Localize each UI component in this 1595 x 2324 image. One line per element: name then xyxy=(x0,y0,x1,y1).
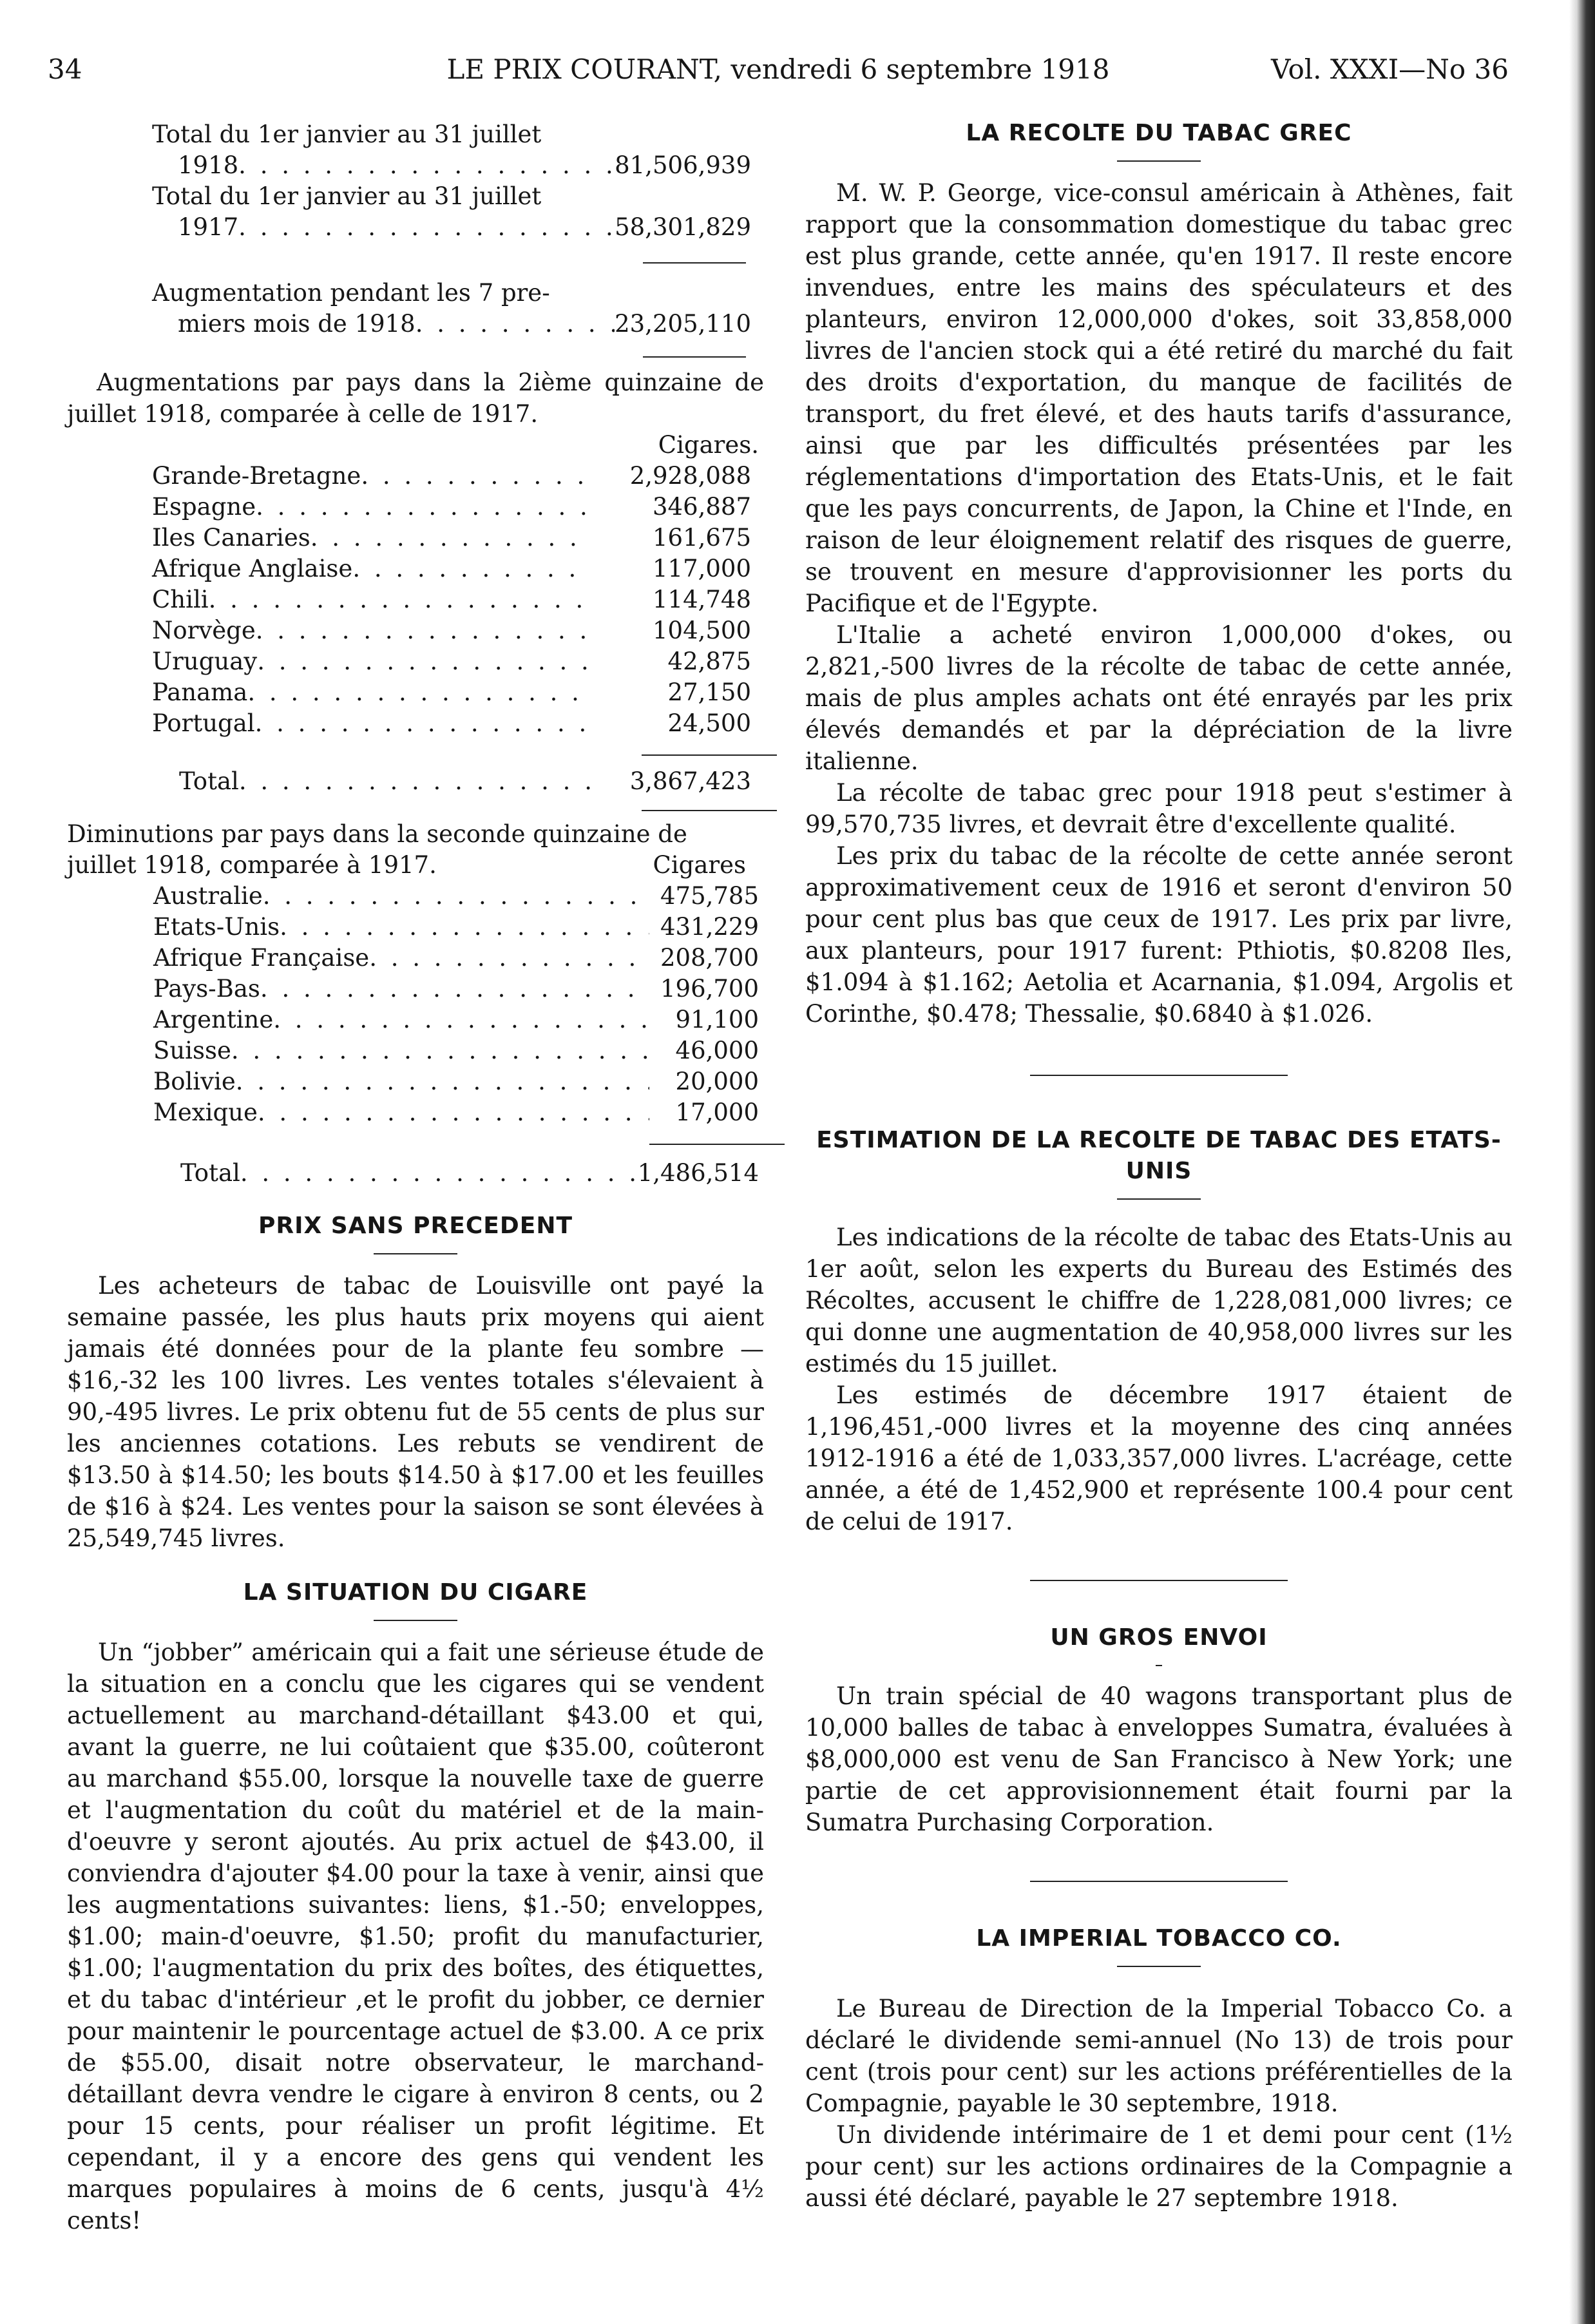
total-label: Total xyxy=(179,767,239,795)
table-row xyxy=(153,943,759,974)
article-paragraph: Le Bureau de Direction de la Imperial Tobacco Co. a déclaré le dividende semi-annuel (No 13) de trois pour cent (trois pour cent) sur les actions préférentielles de la Compagnie, payable le 30 septembre, 1918. xyxy=(805,1995,1513,2117)
total-value: 3,867,423 xyxy=(629,767,751,795)
table-row xyxy=(152,553,751,584)
totals-year-1918: 1918 xyxy=(178,151,239,179)
country-value: 91,100 xyxy=(675,1006,759,1033)
table-row xyxy=(153,1066,759,1097)
augmentations-intro: Augmentations par pays dans la 2ième quinzaine de juillet 1918, comparée à celle de 1917. xyxy=(67,369,764,428)
article-title-cigare: LA SITUATION DU CIGARE xyxy=(243,1579,588,1606)
article-paragraph: M. W. P. George, vice-consul américain à Athènes, fait rapport que la consommation domestique du tabac grec est plus grande, cette année, qu'en 1917. Il reste encore invendues, entre les mains des spéculateurs et des planteurs, environ 12,000,000 d'okes, soit 33,858,000 livres de l'ancien stock qui a été retiré du marché du fait des droits d'exportation, du manque de facilités de transport, du fret élevé, et des hauts tarifs d'assurance, ainsi que par les difficultés présentées par les réglementations d'importation des Etats-Unis, et le fait que les pays concurrents, de Japon, la Chine et l'Inde, en raison de leur éloignement relatif des risques de guerre, se trouvent en mesure d'approvisionner les ports du Pacifique et de l'Egypte. xyxy=(805,179,1513,617)
country-value: 114,748 xyxy=(652,586,751,613)
article-paragraph: L'Italie a acheté environ 1,000,000 d'okes, ou 2,821,-500 livres de la récolte de tabac de cette année, mais de plus amples achats ont été enrayés par les prix élevés demandés et par la dépréciation de la livre italienne. xyxy=(805,621,1513,775)
country-name: Etats-Unis xyxy=(153,913,280,941)
country-value: 161,675 xyxy=(652,524,751,552)
dot-leader xyxy=(257,646,590,677)
dot-leader xyxy=(273,1004,649,1035)
sum-rule xyxy=(642,754,777,756)
sum-rule xyxy=(643,262,746,264)
article-paragraph: Un dividende intérimaire de 1 et demi pour cent (1½ pour cent) sur les actions ordinaires de la Compagnie a aussi été déclaré, payable le 27 septembre 1918. xyxy=(805,2121,1513,2212)
country-value: 431,229 xyxy=(660,913,759,941)
country-name: Panama xyxy=(152,678,248,706)
table-row xyxy=(153,974,759,1004)
dot-leader xyxy=(369,943,649,974)
country-name: Iles Canaries xyxy=(152,524,310,552)
dot-leader xyxy=(263,881,649,912)
country-name: Uruguay xyxy=(152,648,258,675)
sum-rule xyxy=(643,356,746,358)
country-value: 27,150 xyxy=(667,678,751,706)
country-value: 42,875 xyxy=(667,648,751,675)
section-divider xyxy=(1030,1580,1288,1581)
augmentations-total-row xyxy=(179,766,751,797)
table-row xyxy=(152,523,751,553)
country-value: 208,700 xyxy=(660,944,759,972)
totals-line-1: Total du 1er janvier au 31 juillet xyxy=(152,120,542,148)
augmentations-table xyxy=(152,461,751,811)
totals-value-1917: 58,301,829 xyxy=(615,213,751,241)
article-title-grec: LA RECOLTE DU TABAC GREC xyxy=(966,120,1352,146)
right-column xyxy=(805,119,1513,2214)
country-name: Chili xyxy=(152,586,209,613)
dot-leader xyxy=(256,492,590,523)
country-value: 2,928,088 xyxy=(629,462,751,490)
country-value: 104,500 xyxy=(652,617,751,644)
table-row xyxy=(153,1035,759,1066)
totals-line-2: Total du 1er janvier au 31 juillet xyxy=(152,182,542,210)
page-number: 34 xyxy=(48,53,82,85)
dot-leader xyxy=(310,523,590,553)
country-name: Pays-Bas xyxy=(153,975,260,1003)
article-title-estimation: ESTIMATION DE LA RECOLTE DE TABAC DES ETATS-UNIS xyxy=(816,1127,1502,1184)
country-name: Espagne xyxy=(152,493,256,521)
title-rule xyxy=(374,1253,457,1254)
dot-leader xyxy=(260,974,649,1004)
country-name: Australie xyxy=(153,882,263,910)
dot-leader xyxy=(238,212,615,243)
article-title-envoi: UN GROS ENVOI xyxy=(1050,1624,1268,1651)
total-value: 1,486,514 xyxy=(637,1159,759,1187)
article-title-prix: PRIX SANS PRECEDENT xyxy=(258,1213,573,1239)
article-body-prix: Les acheteurs de tabac de Louisville ont payé la semaine passée, les plus hauts prix moyens qui aient jamais été données pour de la plante feu sombre — $16,-32 les 100 livres. Les ventes totales s'élevaient à 90,-495 livres. Le prix obtenu fut de 55 cents de plus sur les anciennes cotations. Les rebuts se vendirent de $13.50 à $14.50; les bouts $14.50 à $17.00 et les feuilles de $16 à $24. Les ventes pour la saison se sont élevées à 25,549,745 livres. xyxy=(67,1272,764,1552)
country-name: Argentine xyxy=(153,1006,274,1033)
table-row xyxy=(152,584,751,615)
table-row xyxy=(152,492,751,523)
article-paragraph: La récolte de tabac grec pour 1918 peut s'estimer à 99,570,735 livres, et devrait être d'excellente qualité. xyxy=(805,779,1513,838)
diminutions-intro-row xyxy=(67,850,751,881)
dot-leader xyxy=(361,461,590,492)
dot-leader xyxy=(258,1097,649,1128)
country-name: Suisse xyxy=(153,1037,231,1064)
table-row xyxy=(152,461,751,492)
augmentation-row xyxy=(178,309,751,340)
country-value: 20,000 xyxy=(675,1068,759,1095)
totals-value-1918: 81,506,939 xyxy=(615,151,751,179)
volume-number: Vol. XXXI—No 36 xyxy=(1270,53,1509,85)
country-name: Grande-Bretagne xyxy=(152,462,361,490)
title-rule xyxy=(1117,1198,1201,1200)
table-row xyxy=(153,881,759,912)
country-value: 46,000 xyxy=(675,1037,759,1064)
table-row xyxy=(152,615,751,646)
section-divider xyxy=(1030,1881,1288,1882)
left-column xyxy=(67,119,764,2236)
country-value: 346,887 xyxy=(652,493,751,521)
dot-leader xyxy=(209,584,590,615)
sum-rule xyxy=(642,810,777,811)
totals-row-1917 xyxy=(178,212,751,243)
country-value: 196,700 xyxy=(660,975,759,1003)
table-row xyxy=(153,1004,759,1035)
dot-leader xyxy=(231,1035,649,1066)
dot-leader xyxy=(280,912,649,943)
total-label: Total xyxy=(180,1159,240,1187)
dot-leader xyxy=(415,309,615,340)
table-row xyxy=(152,646,751,677)
dot-leader xyxy=(236,1066,649,1097)
country-value: 24,500 xyxy=(667,709,751,737)
dot-leader xyxy=(255,708,590,739)
augmentation-value: 23,205,110 xyxy=(615,310,751,338)
diminutions-intro-1: Diminutions par pays dans la seconde quinzaine de xyxy=(67,820,687,848)
country-value: 117,000 xyxy=(652,555,751,582)
dot-leader xyxy=(239,766,590,797)
page-header xyxy=(48,50,1509,89)
table-row xyxy=(152,708,751,739)
diminutions-total-row xyxy=(180,1158,759,1189)
dot-leader xyxy=(256,615,590,646)
country-value: 17,000 xyxy=(675,1099,759,1126)
page-edge-shadow xyxy=(1569,0,1595,2324)
dot-leader xyxy=(247,677,590,708)
article-title-imperial: LA IMPERIAL TOBACCO CO. xyxy=(976,1925,1342,1952)
article-body-envoi: Un train spécial de 40 wagons transportant plus de 10,000 balles de tabac à enveloppes Sumatra, évaluées à $8,000,000 est venu de San Francisco à New York; une partie de cet approvisionnement était fourni par la Sumatra Purchasing Corporation. xyxy=(805,1682,1513,1836)
article-paragraph: Les indications de la récolte de tabac des Etats-Unis au 1er août, selon les experts du Bureau des Estimés des Récoltes, accusent le chiffre de 1,228,081,000 livres; ce qui donne une augmentation de 40,958,000 livres sur les estimés du 15 juillet. xyxy=(805,1224,1513,1378)
country-name: Afrique Française xyxy=(153,944,370,972)
article-body-cigare: Un “jobber” américain qui a fait une sérieuse étude de la situation en a conclu que les cigares qui se vendent actuellement au marchand-détaillant $43.00 et qui, avant la guerre, ne lui coûtaient que $35.00, coûteront au marchand $55.00, lorsque la nouvelle taxe de guerre et l'augmentation du coût du matériel et de la main-d'oeuvre y seront ajoutés. Au prix actuel de $43.00, il conviendra d'ajouter $4.00 pour la taxe à venir, ainsi que les augmentations suivantes: liens, $1.-50; enveloppes, $1.00; main-d'oeuvre, $1.50; profit du manufacturier, $1.00; l'augmentation du prix des boîtes, des étiquettes, et du tabac d'intérieur ,et le profit du jobber, ce dernier pour maintenir le pourcentage actuel de $3.00. A ce prix de $55.00, disait notre observateur, le marchand-détaillant devra vendre le cigare à environ 8 cents, ou 2 pour 15 cents, pour réaliser un profit légitime. Et cependant, il y a encore des gens qui vendent les marques populaires à moins de 6 cents, jusqu'à 4½ cents! xyxy=(67,1638,764,2234)
dot-leader xyxy=(240,1158,638,1189)
totals-row-1918 xyxy=(178,150,751,181)
running-title: LE PRIX COURANT, vendredi 6 septembre 1918 xyxy=(446,53,1110,85)
country-value: 475,785 xyxy=(660,882,759,910)
article-paragraph: Les prix du tabac de la récolte de cette année seront approximativement ceux de 1916 et seront d'environ 50 pour cent plus bas que ceux de 1917. Les prix par livre, aux planteurs, pour 1917 furent: Pthiotis, $0.8208 Iles, $1.094 à $1.162; Aetolia et Acarnania, $1.094, Argolis et Corinthe, $0.478; Thessalie, $0.6840 à $1.026. xyxy=(805,842,1513,1028)
country-name: Afrique Anglaise xyxy=(152,555,353,582)
country-name: Norvège xyxy=(152,617,256,644)
totals-block xyxy=(67,119,764,358)
country-name: Mexique xyxy=(153,1099,258,1126)
augmentation-line-1: Augmentation pendant les 7 pre- xyxy=(152,279,550,307)
augmentation-label: miers mois de 1918 xyxy=(178,310,415,338)
section-divider xyxy=(1030,1075,1288,1076)
totals-year-1917: 1917 xyxy=(178,213,239,241)
augmentations-column-header: Cigares. xyxy=(658,431,759,459)
table-row xyxy=(152,677,751,708)
dot-leader xyxy=(238,150,615,181)
diminutions-column-header: Cigares xyxy=(653,851,746,879)
article-paragraph: Les estimés de décembre 1917 étaient de 1,196,451,-000 livres et la moyenne des cinq années 1912-1916 a été de 1,033,357,000 livres. L'acréage, cette année, a été de 1,452,900 et représente 100.4 pour cent de celui de 1917. xyxy=(805,1381,1513,1535)
diminutions-table xyxy=(153,881,759,1189)
country-name: Portugal xyxy=(152,709,255,737)
title-rule xyxy=(1117,160,1201,162)
title-rule xyxy=(1117,1966,1201,1967)
title-rule xyxy=(1156,1665,1162,1666)
table-row xyxy=(153,912,759,943)
dot-leader xyxy=(352,553,590,584)
diminutions-intro-2: juillet 1918, comparée à 1917. xyxy=(67,851,437,879)
title-rule xyxy=(374,1620,457,1621)
table-row xyxy=(153,1097,759,1128)
sum-rule xyxy=(649,1144,785,1145)
country-name: Bolivie xyxy=(153,1068,236,1095)
